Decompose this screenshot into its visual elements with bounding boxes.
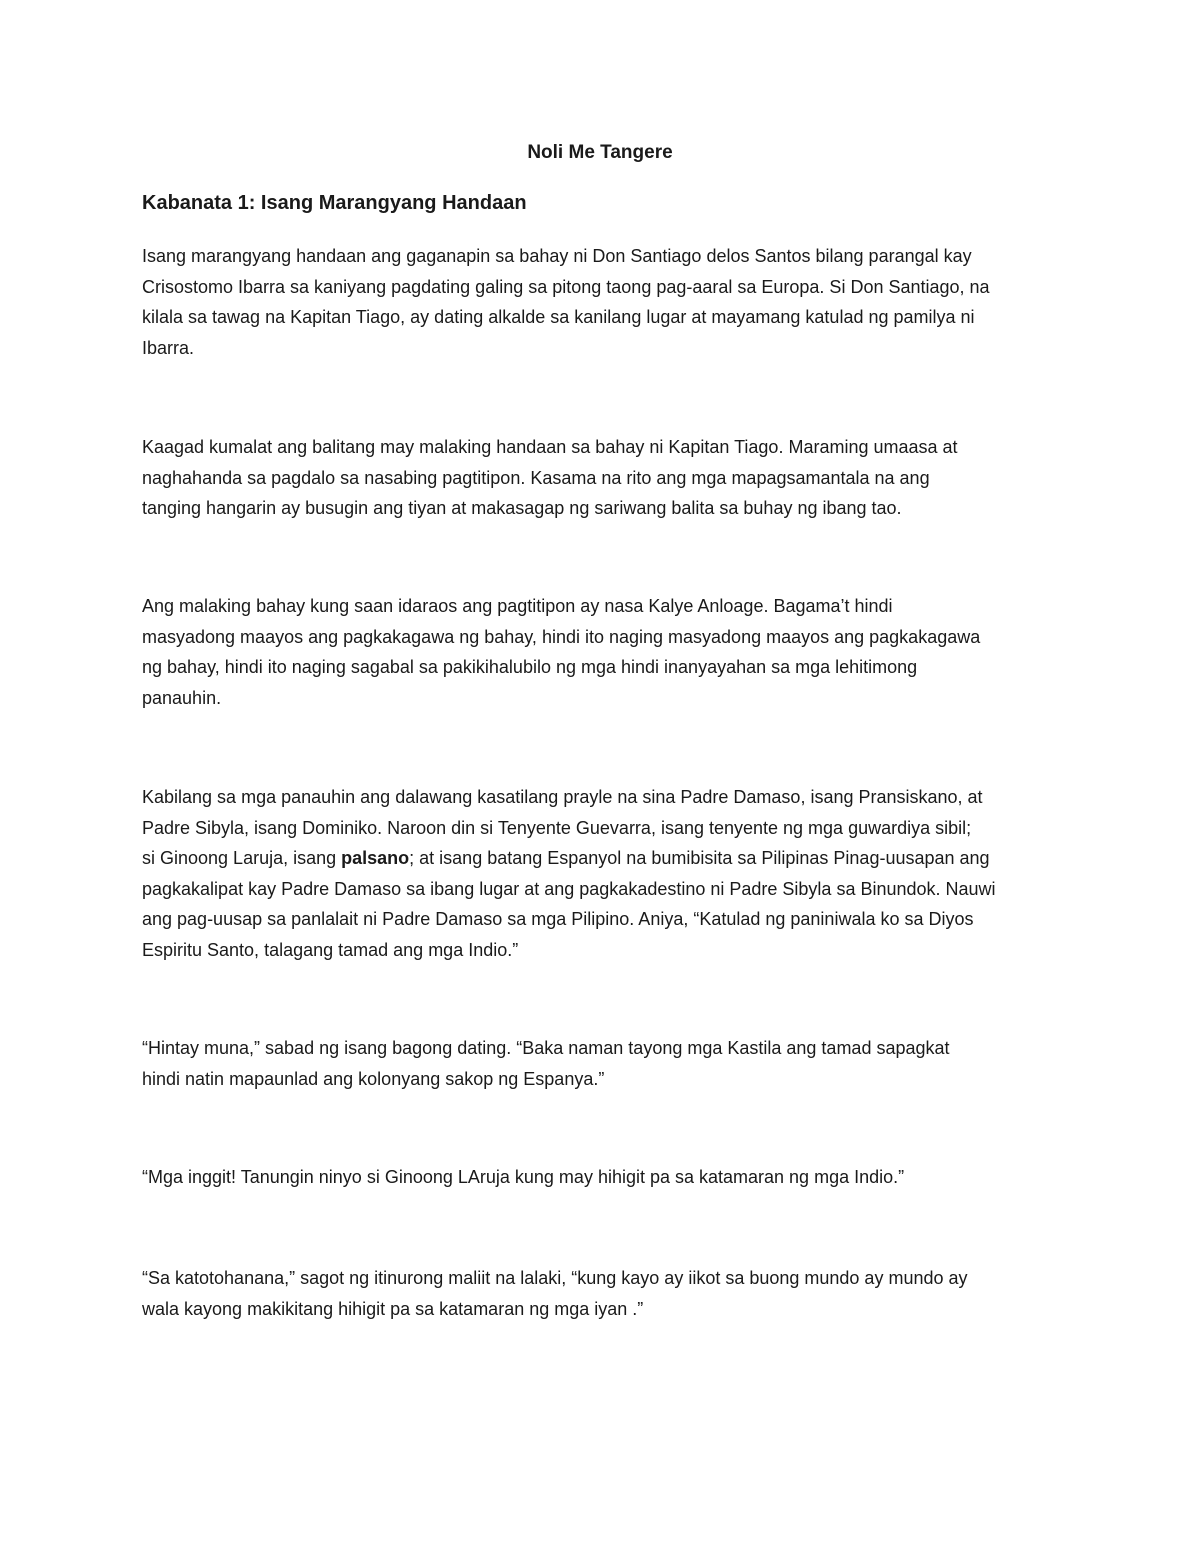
paragraph-line: “Sa katotohanana,” sagot ng itinurong maliit na lalaki, “kung kayo ay iikot sa buong mundo ay mundo ay bbox=[142, 1268, 968, 1288]
paragraph-line: ang pag-uusap sa panlalait ni Padre Damaso sa mga Pilipino. Aniya, “Katulad ng paniniwala ko sa Diyos bbox=[142, 909, 974, 929]
paragraph-2 bbox=[142, 432, 1072, 524]
paragraph-1 bbox=[142, 241, 1072, 363]
paragraph-line: Kabilang sa mga panauhin ang dalawang kasatilang prayle na sina Padre Damaso, isang Pransiskano, at bbox=[142, 787, 983, 807]
paragraph-line: hindi natin mapaunlad ang kolonyang sakop ng Espanya.” bbox=[142, 1068, 605, 1089]
paragraph-5 bbox=[142, 1033, 1072, 1094]
paragraph-line: naghahanda sa pagdalo sa nasabing pagtitipon. Kasama na rito ang mga mapagsamantala na ang bbox=[142, 467, 930, 488]
line-text: ; at isang batang Espanyol na bumibisita sa Pilipinas Pinag-uusapan ang bbox=[409, 848, 990, 868]
paragraph-line: panauhin. bbox=[142, 687, 222, 708]
paragraph-line: pagkakalipat kay Padre Damaso sa ibang lugar at ang pagkakadestino ni Padre Sibyla sa Binundok. Nauwi bbox=[142, 878, 996, 899]
document-title: Noli Me Tangere bbox=[527, 142, 673, 163]
paragraph-line: ng bahay, hindi ito naging sagabal sa pakikihalubilo ng mga hindi inanyayahan sa mga lehitimong bbox=[142, 657, 918, 677]
line-text: si Ginoong Laruja, isang bbox=[142, 848, 342, 868]
paragraph-line: wala kayong makikitang hihigit pa sa katamaran ng mga iyan .” bbox=[142, 1298, 644, 1319]
paragraph-line-with-bold bbox=[142, 843, 1072, 874]
paragraph-line: “Hintay muna,” sabad ng isang bagong dating. “Baka naman tayong mga Kastila ang tamad sapagkat bbox=[142, 1038, 950, 1058]
paragraph-line: masyadong maayos ang pagkakagawa ng bahay, hindi ito naging masyadong maayos ang pagkakagawa bbox=[142, 626, 981, 647]
paragraph-line: tanging hangarin ay busugin ang tiyan at makasagap ng sariwang balita sa buhay ng ibang tao. bbox=[142, 498, 902, 518]
paragraph-line: Kaagad kumalat ang balitang may malaking handaan sa bahay ni Kapitan Tiago. Maraming umaasa at bbox=[142, 437, 958, 457]
paragraph-3 bbox=[142, 591, 1072, 713]
paragraph-line: Ibarra. bbox=[142, 337, 195, 358]
paragraph-7 bbox=[142, 1263, 1072, 1324]
paragraph-line: Isang marangyang handaan ang gaganapin sa bahay ni Don Santiago delos Santos bilang parangal kay bbox=[142, 246, 972, 266]
paragraph-4 bbox=[142, 782, 1072, 965]
paragraph-line: “Mga inggit! Tanungin ninyo si Ginoong LAruja kung may hihigit pa sa katamaran ng mga Indio.” bbox=[142, 1167, 905, 1187]
chapter-heading: Kabanata 1: Isang Marangyang Handaan bbox=[142, 192, 527, 214]
paragraph-6 bbox=[142, 1162, 1072, 1193]
paragraph-line: kilala sa tawag na Kapitan Tiago, ay dating alkalde sa kanilang lugar at mayamang katulad ng pamilya ni bbox=[142, 307, 975, 327]
paragraph-line: Ang malaking bahay kung saan idaraos ang pagtitipon ay nasa Kalye Anloage. Bagama’t hindi bbox=[142, 596, 893, 616]
bold-word: palsano bbox=[341, 848, 410, 868]
paragraph-line: Crisostomo Ibarra sa kaniyang pagdating galing sa pitong taong pag-aaral sa Europa. Si Don Santiago, na bbox=[142, 276, 990, 297]
paragraph-line: Padre Sibyla, isang Dominiko. Naroon din si Tenyente Guevarra, isang tenyente ng mga guwardiya sibil; bbox=[142, 817, 972, 838]
paragraph-line: Espiritu Santo, talagang tamad ang mga Indio.” bbox=[142, 939, 519, 960]
